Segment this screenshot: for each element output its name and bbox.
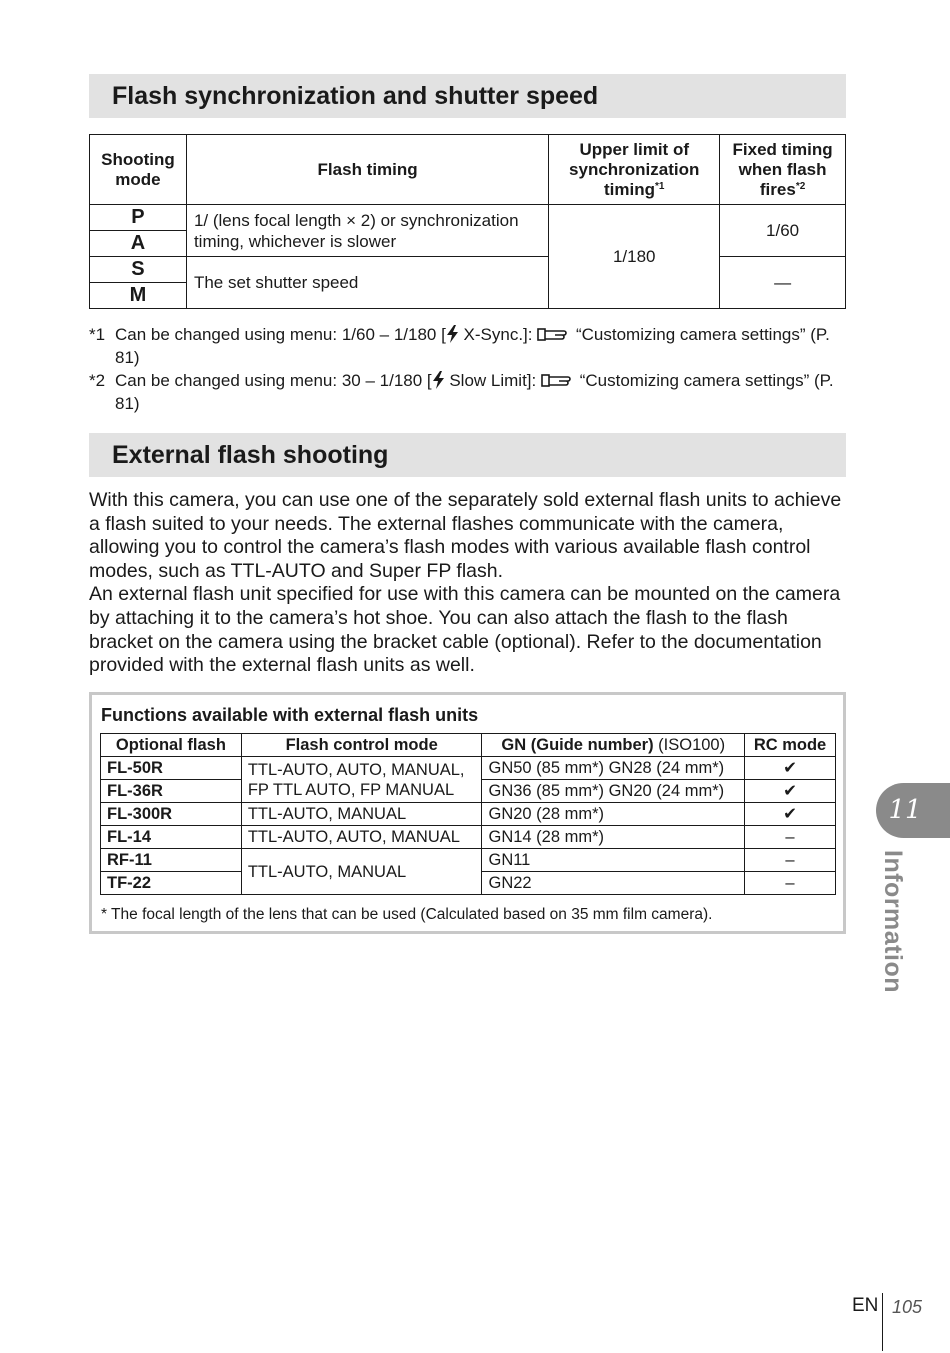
header-fixed-timing: Fixed timing when flash fires$^{*2}$ xyxy=(720,135,846,205)
flash-icon xyxy=(446,325,459,343)
flash-name: FL-50R xyxy=(101,757,242,780)
footer-divider xyxy=(882,1293,883,1351)
flash-name: FL-14 xyxy=(101,826,242,849)
footnote-ref-2: *2 xyxy=(795,180,806,192)
header-rc-mode: RC mode xyxy=(745,734,836,757)
footnotes xyxy=(89,323,846,415)
flash-name: FL-300R xyxy=(101,803,242,826)
paragraph-1: With this camera, you can use one of the separately sold external flash units to achieve a flash suited to your needs. The external flashes communicate with the camera, allowing you to control the camera’s flash modes with various available flash control modes, such as TTL-AUTO and Super FP flash. xyxy=(89,489,842,582)
table-row xyxy=(101,826,836,849)
body-text xyxy=(89,489,851,678)
flash-control-mode: TTL-AUTO, AUTO, MANUAL, FP TTL AUTO, FP MANUAL xyxy=(241,757,482,803)
mode-p: P xyxy=(90,205,187,231)
guide-number: GN14 (28 mm*) xyxy=(482,826,745,849)
rc-mode: ✔ xyxy=(745,780,836,803)
chapter-label: Information xyxy=(879,850,907,993)
guide-number: GN20 (28 mm*) xyxy=(482,803,745,826)
functions-box-title: Functions available with external flash units xyxy=(101,705,479,725)
table-row xyxy=(101,757,836,780)
table-row xyxy=(101,803,836,826)
footnote-2: *2 Can be changed using menu: 30 – 1/180 [ Slow Limit]: “Customizing camera settings” (P. 81) xyxy=(89,371,834,413)
footnote-mark: *2 xyxy=(89,371,106,390)
rc-mode: ✔ xyxy=(745,803,836,826)
page-number: 105 xyxy=(892,1297,923,1317)
header-shooting-mode: Shooting mode xyxy=(90,135,187,205)
guide-number: GN36 (85 mm*) GN20 (24 mm*) xyxy=(482,780,745,803)
mode-s: S xyxy=(90,257,187,283)
timing-pa: 1/ (lens focal length × 2) or synchronization timing, whichever is slower xyxy=(186,205,548,257)
table-row xyxy=(101,849,836,872)
guide-number: GN50 (85 mm*) GN28 (24 mm*) xyxy=(482,757,745,780)
footnote-ref-1: *1 xyxy=(654,180,665,192)
header-flash-control-mode: Flash control mode xyxy=(241,734,482,757)
header-flash-timing: Flash timing xyxy=(186,135,548,205)
rc-mode: – xyxy=(745,849,836,872)
rc-mode: – xyxy=(745,826,836,849)
timing-sm: The set shutter speed xyxy=(186,257,548,309)
external-flash-table xyxy=(100,733,836,895)
flash-name: RF-11 xyxy=(101,849,242,872)
chapter-number: 11 xyxy=(888,795,922,825)
section-title-external-flash: External flash shooting xyxy=(89,433,846,477)
fixed-timing-sm: — xyxy=(720,257,846,309)
mode-a: A xyxy=(90,231,187,257)
flash-name: TF-22 xyxy=(101,872,242,895)
fixed-timing-pa: 1/60 xyxy=(720,205,846,257)
flash-control-mode: TTL-AUTO, MANUAL xyxy=(241,849,482,895)
header-guide-number: GN (Guide number) (ISO100) xyxy=(482,734,745,757)
footnote-mark: *1 xyxy=(89,325,106,344)
paragraph-2: An external flash unit specified for use with this camera can be mounted on the camera by attaching it to the camera’s hot shoe. You can also attach the flash to the flash bracket on the camera using the bracket cable (optional). Refer to the documentation provided with the external flash units as well. xyxy=(89,583,841,677)
language-code: EN xyxy=(852,1295,879,1316)
flash-control-mode: TTL-AUTO, MANUAL xyxy=(241,803,482,826)
footnote-1: *1 Can be changed using menu: 1/60 – 1/180 [ X-Sync.]: “Customizing camera settings” (P. 81) xyxy=(89,325,830,367)
reference-hand-icon xyxy=(541,372,575,388)
flash-control-mode: TTL-AUTO, AUTO, MANUAL xyxy=(241,826,482,849)
upper-limit-value: 1/180 xyxy=(549,205,720,309)
flash-sync-table xyxy=(89,134,846,309)
functions-box xyxy=(89,692,846,934)
guide-number: GN22 xyxy=(482,872,745,895)
flash-icon xyxy=(432,371,445,389)
rc-mode: ✔ xyxy=(745,757,836,780)
rc-mode: – xyxy=(745,872,836,895)
chapter-tab xyxy=(876,783,950,838)
functions-box-note: * The focal length of the lens that can be used (Calculated based on 35 mm film camera). xyxy=(101,906,713,923)
header-upper-limit: Upper limit of synchronization timing$^{*1}$ xyxy=(549,135,720,205)
mode-m: M xyxy=(90,283,187,309)
flash-name: FL-36R xyxy=(101,780,242,803)
reference-hand-icon xyxy=(537,326,571,342)
header-optional-flash: Optional flash xyxy=(101,734,242,757)
section-title-flash-sync: Flash synchronization and shutter speed xyxy=(89,74,846,118)
guide-number: GN11 xyxy=(482,849,745,872)
